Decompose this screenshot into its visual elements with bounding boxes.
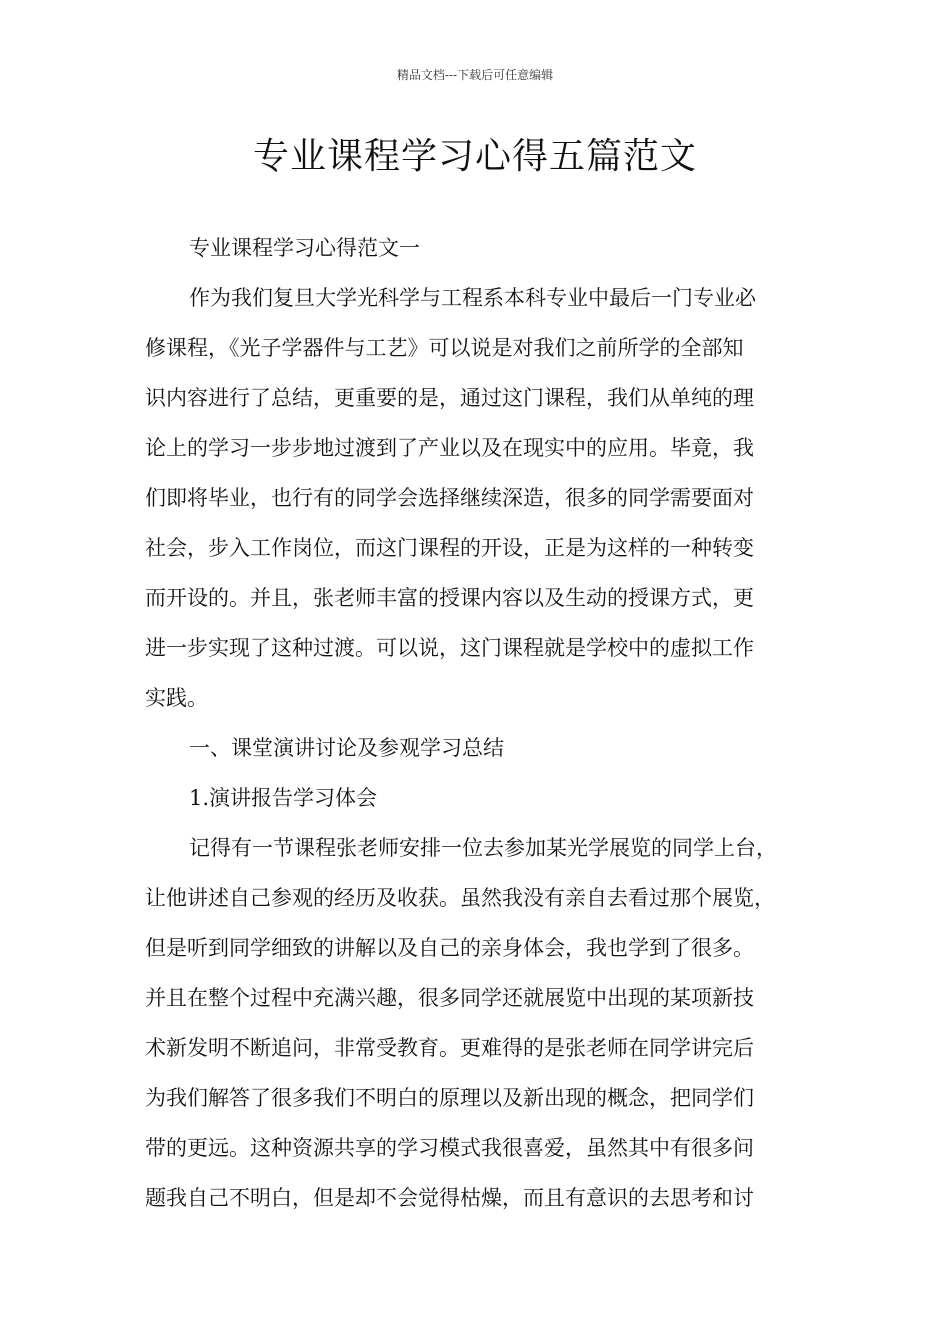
paragraph-line: 并且在整个过程中充满兴趣，很多同学还就展览中出现的某项新技: [145, 986, 754, 1010]
document-title: 专业课程学习心得五篇范文: [252, 136, 697, 177]
paragraph-line: 修课程，《光子学器件与工艺》可以说是对我们之前所学的全部知: [145, 336, 744, 360]
paragraph-line: 记得有一节课程张老师安排一位去参加某光学展览的同学上台，: [189, 836, 777, 860]
paragraph-line: 们即将毕业，也行有的同学会选择继续深造，很多的同学需要面对: [145, 486, 754, 510]
paragraph-line: 社会，步入工作岗位，而这门课程的开设，正是为这样的一种转变: [145, 536, 754, 560]
paragraph-line: 进一步实现了这种过渡。可以说，这门课程就是学校中的虚拟工作: [145, 636, 754, 660]
subsection-heading: 1.演讲报告学习体会: [189, 786, 378, 810]
paragraph-line: 而开设的。并且，张老师丰富的授课内容以及生动的授课方式，更: [145, 586, 754, 610]
paragraph-line: 让他讲述自己参观的经历及收获。虽然我没有亲自去看过那个展览，: [145, 886, 775, 910]
subsection-heading: 一、课堂演讲讨论及参观学习总结: [189, 736, 504, 760]
paragraph-line: 但是听到同学细致的讲解以及自己的亲身体会，我也学到了很多。: [145, 936, 754, 960]
paragraph-line: 术新发明不断追问，非常受教育。更难得的是张老师在同学讲完后: [145, 1036, 754, 1060]
paragraph-line: 识内容进行了总结，更重要的是，通过这门课程，我们从单纯的理: [145, 386, 754, 410]
paragraph-line: 题我自己不明白，但是却不会觉得枯燥，而且有意识的去思考和讨: [145, 1186, 754, 1210]
paragraph-line: 作为我们复旦大学光科学与工程系本科专业中最后一门专业必: [189, 286, 756, 310]
paragraph-line: 为我们解答了很多我们不明白的原理以及新出现的概念，把同学们: [145, 1086, 754, 1110]
paragraph-line: 实践。: [145, 686, 208, 710]
document-body: [145, 223, 815, 1223]
paragraph-line: 论上的学习一步步地过渡到了产业以及在现实中的应用。毕竟，我: [145, 436, 754, 460]
section-heading: 专业课程学习心得范文一: [189, 236, 420, 260]
paragraph-line: 带的更远。这种资源共享的学习模式我很喜爱，虽然其中有很多问: [145, 1136, 754, 1160]
page-header-note: 精品文档---下载后可任意编辑: [396, 68, 554, 82]
